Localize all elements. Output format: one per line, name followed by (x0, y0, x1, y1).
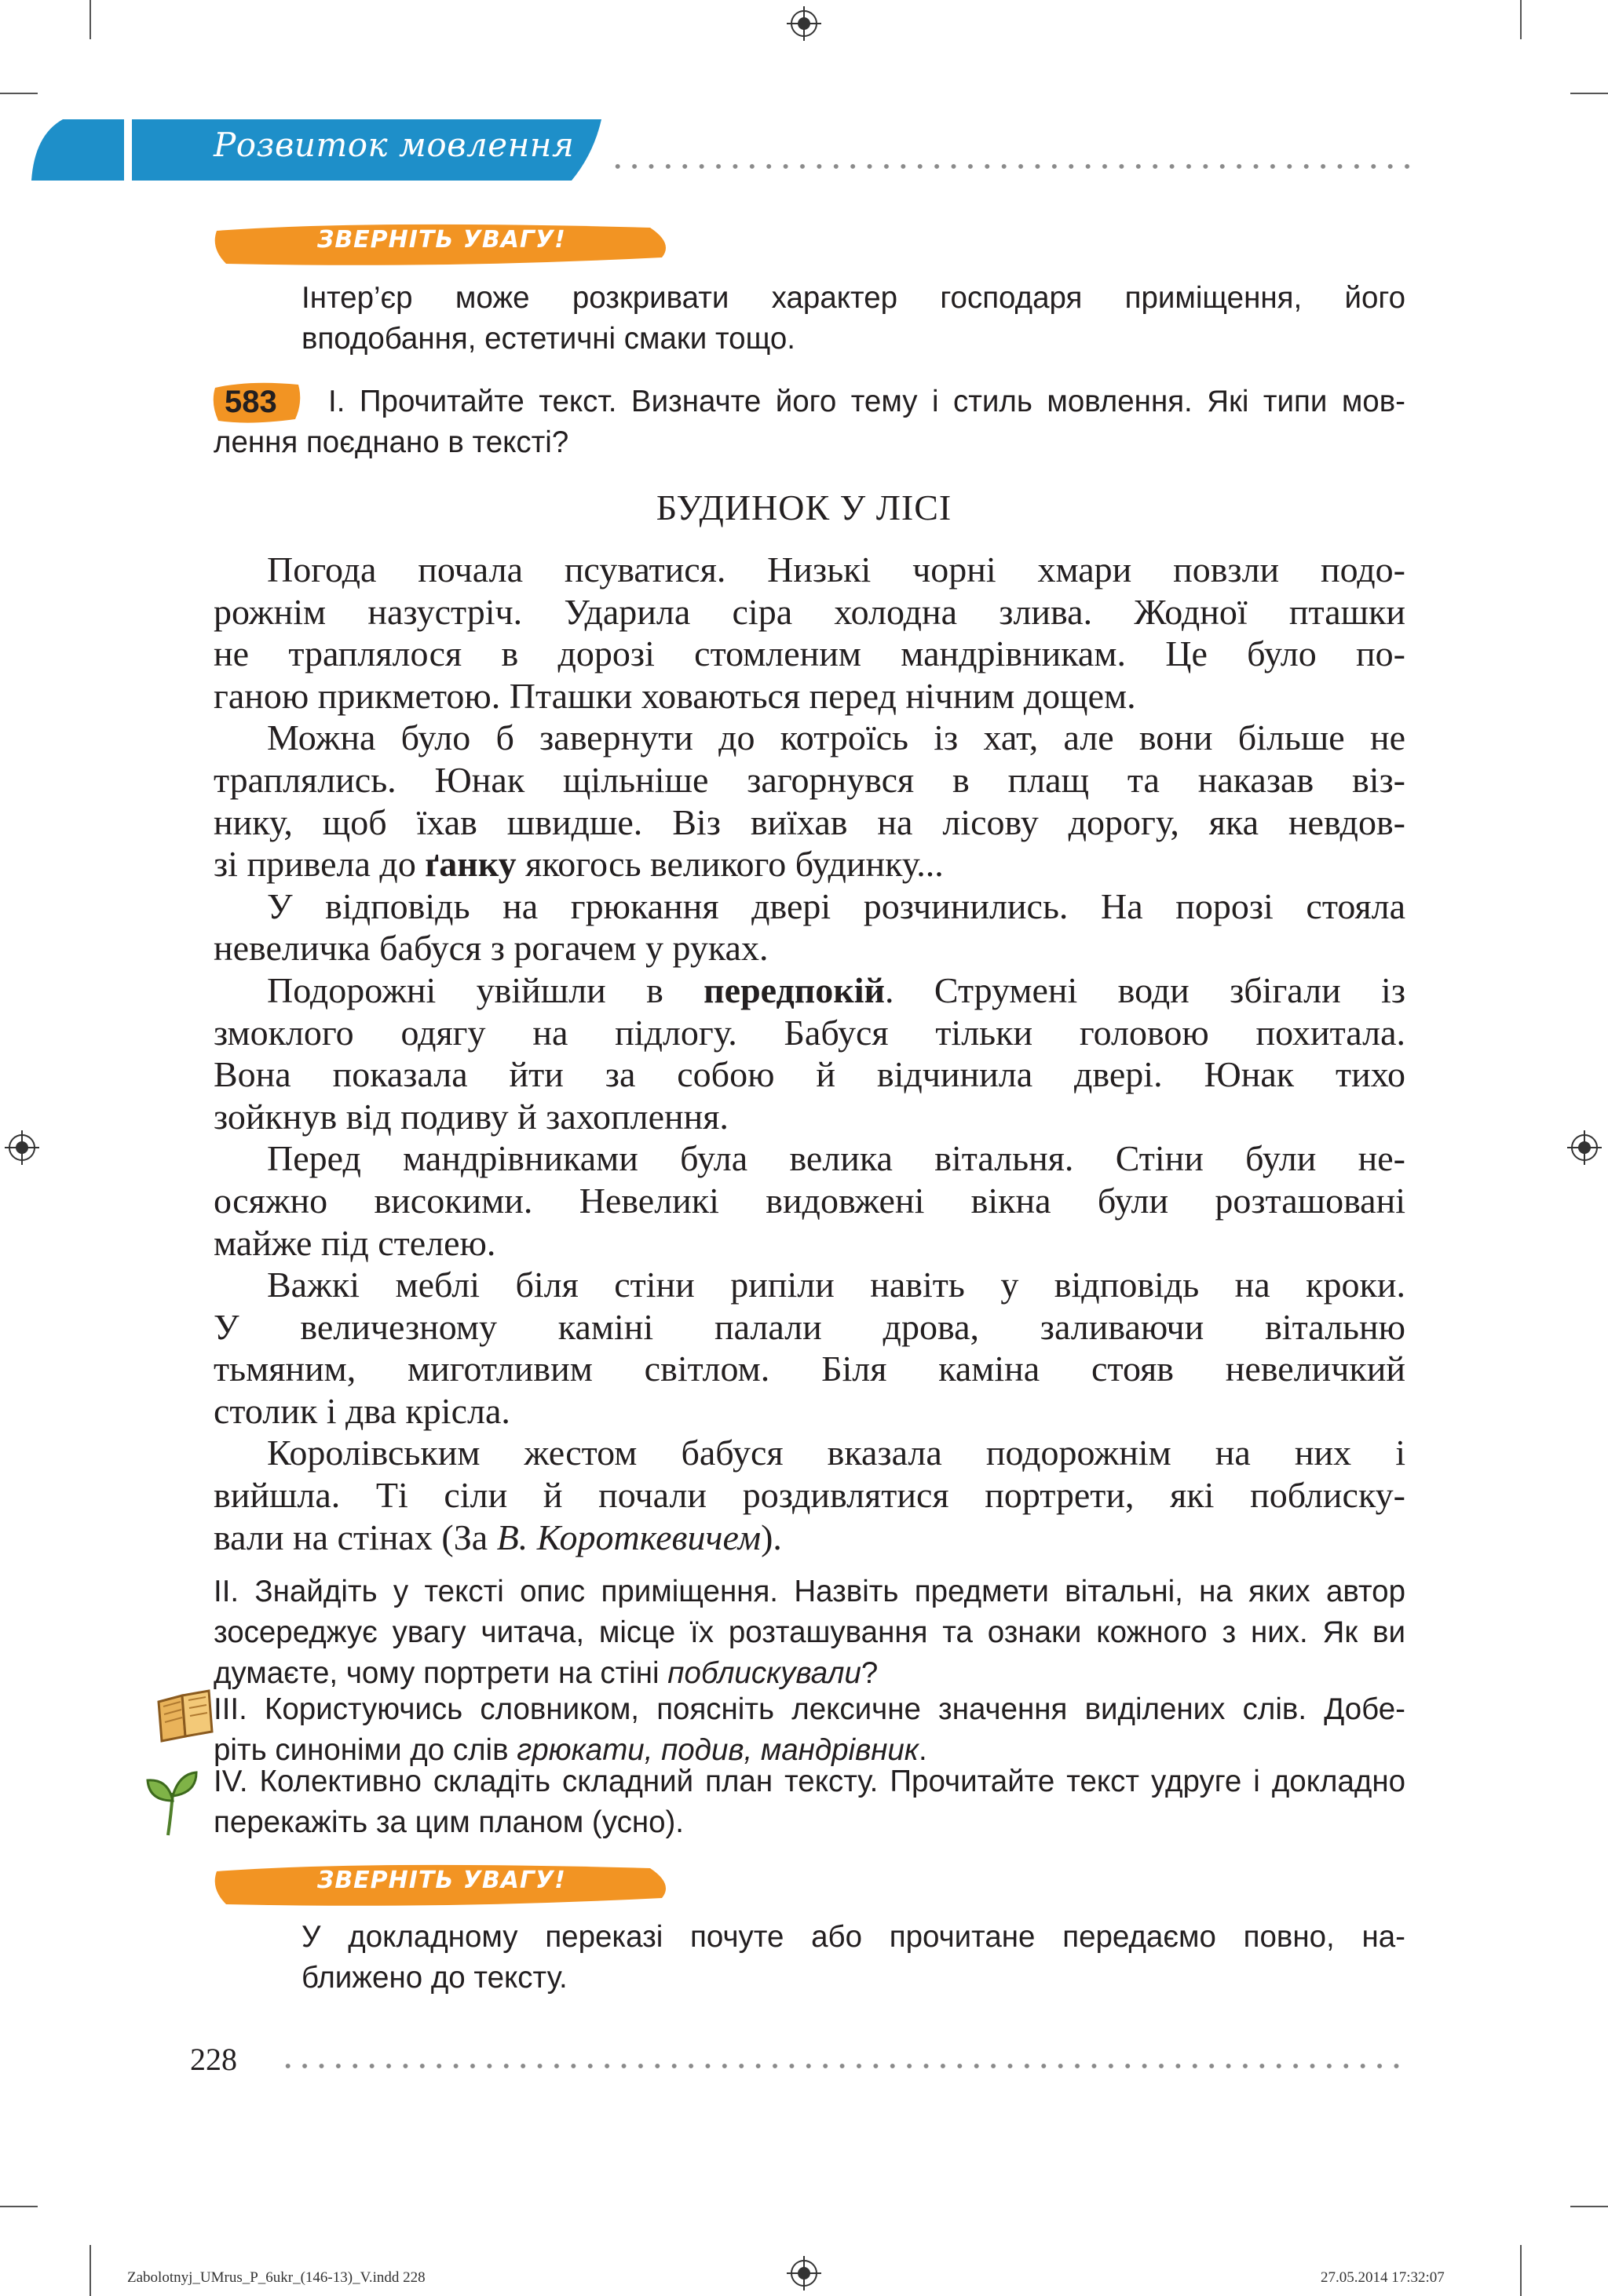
highlighted-word: ґанку (425, 844, 517, 885)
story-text-segment: нику, щоб їхав швидше. Віз виїхав на лісову дорогу, яка невдов- (214, 801, 1405, 842)
story-text-segment: Можна було б завернути до котроїсь із хат, але вони більше не (267, 717, 1405, 758)
footer-dotted-rule (280, 2063, 1410, 2069)
author-name: В. Короткевичем (496, 1517, 762, 1557)
task-text-segment: зосереджує увагу читача, місце їх розташування та ознаки кожного з них. Як ви (214, 1615, 1405, 1649)
story-text-segment: не траплялося в дорозі стомленим мандрівникам. Це було по- (214, 633, 1405, 674)
story-text-segment: Перед мандрівниками була велика вітальня. Стіни були не- (267, 1138, 1405, 1179)
story-line (214, 1222, 1405, 1265)
exercise-task (214, 422, 1405, 463)
crop-mark (0, 93, 38, 94)
story-line (214, 1348, 1405, 1390)
story-text-segment: . Струмені води збігали із (885, 969, 1405, 1010)
crop-mark (1520, 0, 1522, 39)
page-number: 228 (190, 2042, 237, 2077)
task-text-segment: . (918, 1733, 927, 1767)
header-dotted-rule (609, 163, 1410, 170)
task-text-segment: ІІ. Знайдіть у тексті опис приміщення. Назвіть предмети вітальні, на яких автор (214, 1575, 1405, 1608)
crop-mark (90, 0, 91, 39)
story-line (214, 591, 1405, 633)
leaf-sprout-icon (144, 1769, 199, 1837)
attention-label: ЗВЕРНІТЬ УВАГУ! (317, 1867, 566, 1894)
story-text-segment: У величезному каміні палали дрова, заливаючи вітальню (214, 1306, 1405, 1347)
story-line (214, 843, 1405, 885)
exercise-task (328, 381, 1405, 422)
footer-file-name: Zabolotnyj_UMrus_P_6ukr_(146-13)_V.indd 228 (127, 2269, 426, 2286)
italic-term: грюкати, подив, мандрівник (517, 1733, 919, 1767)
crop-mark (1520, 2245, 1522, 2296)
story-line (214, 759, 1405, 801)
attention-note (302, 1917, 1405, 1999)
story-line (214, 969, 1405, 1012)
story-text-segment: столик і два крісла. (214, 1390, 510, 1431)
section-title: Розвиток мовлення (214, 126, 575, 164)
story-line (214, 633, 1405, 675)
task-text-segment: ріть синоніми до слів (214, 1733, 517, 1767)
italic-term: поблискували (667, 1656, 861, 1690)
registration-mark-icon (5, 1130, 39, 1165)
task-line (214, 1653, 1405, 1694)
story-line (214, 1474, 1405, 1517)
story-line (214, 885, 1405, 928)
attention-label: ЗВЕРНІТЬ УВАГУ! (317, 226, 566, 254)
story-title: БУДИНОК У ЛІСІ (656, 487, 952, 527)
story-text-segment: осяжно високими. Невеликі видовжені вікна були розташовані (214, 1180, 1405, 1221)
story-line (214, 1264, 1405, 1306)
story-line (214, 675, 1405, 717)
story-text-segment: ганою прикметою. Пташки ховаються перед нічним дощем. (214, 675, 1136, 716)
story-line (214, 1432, 1405, 1474)
story-text-segment: Важкі меблі біля стіни рипіли навіть у відповідь на кроки. (267, 1265, 1405, 1305)
registration-mark-icon (787, 6, 821, 41)
note-line: У докладному переказі почуте або прочитане передаємо повно, на- (302, 1920, 1405, 1954)
crop-mark (1570, 93, 1608, 94)
registration-mark-icon (1567, 1130, 1602, 1165)
task-4 (214, 1761, 1405, 1843)
story-text-segment: майже під стелею. (214, 1222, 496, 1263)
attention-note (302, 278, 1405, 360)
task-line (214, 1571, 1405, 1612)
story-text-segment: Погода почала псуватися. Низькі чорні хмари повзли подо- (267, 549, 1405, 590)
story-text-segment: У відповідь на грюкання двері розчинились. На порозі стояла (267, 885, 1405, 926)
story-line (214, 1096, 1405, 1138)
task-line (214, 1689, 1405, 1730)
story-text-segment: Королівським жестом бабуся вказала подорожнім на них і (267, 1433, 1405, 1473)
story-text-segment: невеличка бабуся з рогачем у руках. (214, 928, 769, 969)
story-text-segment: траплялись. Юнак щільніше загорнувся в плащ та наказав віз- (214, 759, 1405, 800)
story-text-segment: Подорожні увійшли в (267, 969, 704, 1010)
crop-mark (0, 2206, 38, 2207)
story-text-segment: якогось великого будинку... (516, 844, 944, 885)
story-line (214, 801, 1405, 844)
task-text-segment: ? (861, 1656, 879, 1690)
story-text-segment: ). (761, 1517, 782, 1557)
task-text-segment: ІІІ. Користуючись словником, поясніть лексичне значення виділених слів. Добе- (214, 1692, 1405, 1726)
story-text-segment: вийшла. Ті сіли й почали роздивлятися портрети, які поблиску- (214, 1475, 1405, 1516)
story-line (214, 1517, 1405, 1559)
story-line (214, 1180, 1405, 1222)
story-line (214, 927, 1405, 969)
exercise-number: 583 (225, 385, 277, 419)
task-2 (214, 1571, 1405, 1694)
story-text-segment: зойкнув від подиву й захоплення. (214, 1096, 729, 1137)
task-line: І. Прочитайте текст. Визначте його тему і стиль мовлення. Які типи мов- (328, 385, 1405, 418)
task-3 (214, 1689, 1405, 1771)
story-text (214, 549, 1405, 1558)
story-line (214, 549, 1405, 591)
crop-mark (90, 2245, 91, 2296)
highlighted-word: передпокій (704, 969, 886, 1010)
footer-timestamp: 27.05.2014 17:32:07 (1321, 2269, 1445, 2286)
story-line (214, 1053, 1405, 1096)
note-line: Інтер’єр може розкривати характер господаря приміщення, його (302, 281, 1405, 315)
story-line (214, 1306, 1405, 1349)
story-text-segment: зі привела до (214, 844, 426, 885)
task-line (214, 1761, 1405, 1802)
note-line: ближено до тексту. (302, 1961, 568, 1995)
task-line (214, 1802, 1405, 1843)
task-text-segment: перекажіть за цим планом (усно). (214, 1805, 685, 1839)
crop-mark (1570, 2206, 1608, 2207)
story-text-segment: Вона показала йти за собою й відчинила двері. Юнак тихо (214, 1054, 1405, 1095)
story-text-segment: тьмяним, миготливим світлом. Біля каміна стояв невеличкий (214, 1349, 1405, 1389)
registration-mark-icon (787, 2256, 821, 2291)
task-text-segment: IV. Колективно складіть складний план тексту. Прочитайте текст удруге і докладно (214, 1765, 1405, 1798)
story-line (214, 717, 1405, 759)
story-line (214, 1012, 1405, 1054)
story-line (214, 1137, 1405, 1180)
note-line: вподобання, естетичні смаки тощо. (302, 322, 795, 356)
task-line: лення поєднано в тексті? (214, 425, 569, 459)
story-text-segment: змоклого одягу на підлогу. Бабуся тільки головою похитала. (214, 1012, 1405, 1053)
open-book-icon (154, 1688, 215, 1744)
task-line (214, 1612, 1405, 1653)
task-text-segment: думаєте, чому портрети на стіні (214, 1656, 668, 1690)
story-text-segment: вали на стінах (За (214, 1517, 497, 1557)
story-text-segment: рожнім назустріч. Ударила сіра холодна злива. Жодної пташки (214, 591, 1405, 632)
story-line (214, 1390, 1405, 1433)
